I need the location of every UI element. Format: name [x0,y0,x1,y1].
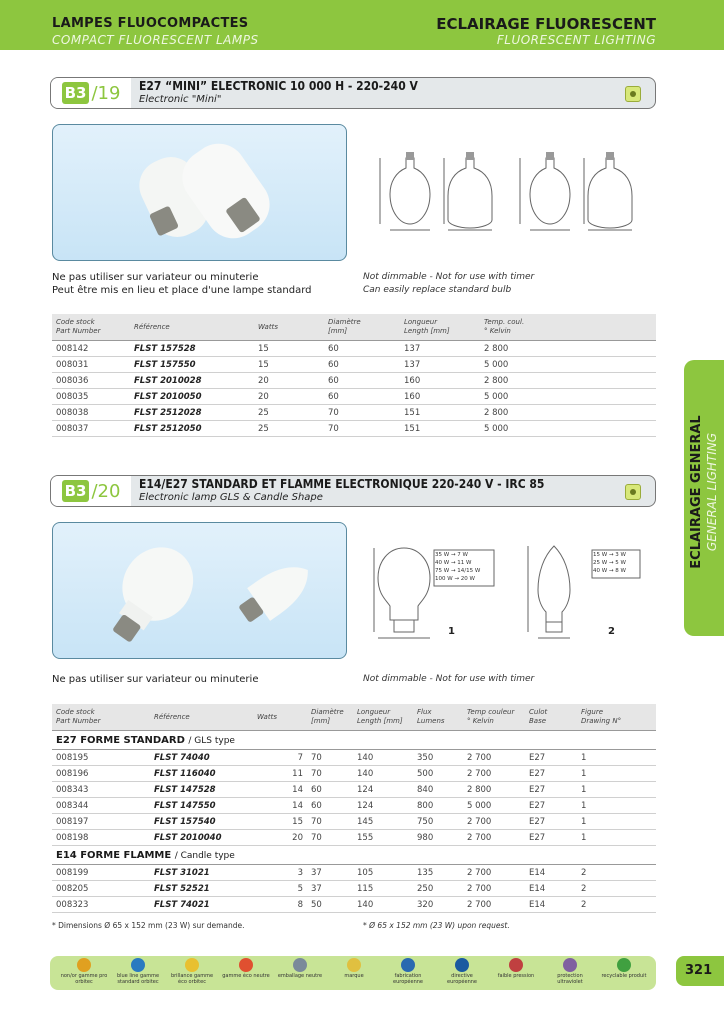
header-right-title: ECLAIRAGE FLUORESCENT [436,15,656,33]
table-cell: 2 700 [463,865,525,881]
table-cell: 60 [307,798,353,814]
table-row [52,357,656,373]
legend-bar [50,956,656,990]
group-title: E14 FORME FLAMME / Candle type [52,846,656,865]
section1-bar [50,77,656,109]
table-cell: FLST 2010028 [130,373,254,389]
section2-title: E14/E27 STANDARD ET FLAMME ELECTRONIQUE 220-240 V - IRC 85 [139,477,545,491]
legend-label: marque [344,973,364,979]
column-header: Watts [253,704,307,731]
table-cell: 008205 [52,881,150,897]
table-cell: 008196 [52,766,150,782]
table-cell: 60 [324,357,400,373]
legend-label: blue line gamme standard orbitec [116,973,160,985]
table-cell: FLST 116040 [150,766,253,782]
table-cell: 1 [577,798,656,814]
legend-label: non/or gamme pro orbitec [60,973,108,985]
legend-label: emballage neutre [277,973,323,979]
energy-label-icon [625,86,641,102]
table-group-row [52,731,656,750]
table-cell: 2 800 [480,373,656,389]
table-group-row [52,846,656,865]
table-row [52,421,656,437]
table-cell: 25 [254,405,324,421]
table-cell: 20 [254,389,324,405]
column-header: Diamètre [mm] [324,314,400,341]
equivalence-line: 35 W → 7 W [435,552,468,558]
table-cell: 37 [307,865,353,881]
table-cell: E14 [525,865,577,881]
equivalence-line: 25 W → 5 W [593,560,626,566]
legend-item [598,958,650,979]
mini-lamps-illustration [53,125,346,260]
table-cell: FLST 157540 [150,814,253,830]
table-cell: 008038 [52,405,130,421]
section2-product-photo [52,522,347,659]
table-cell: 2 800 [480,405,656,421]
table-cell: 20 [254,373,324,389]
table-cell: 008037 [52,421,130,437]
table-cell: 15 [254,357,324,373]
table-cell: 5 000 [480,357,656,373]
column-header: Code stock Part Number [52,704,150,731]
legend-symbol-icon [131,958,145,972]
table-cell: 008197 [52,814,150,830]
legend-item [166,958,218,985]
legend-symbol-icon [347,958,361,972]
page-number: 321 [685,963,713,978]
column-header: Figure Drawing N° [577,704,656,731]
table-cell: 1 [577,782,656,798]
section2-note-fr: Ne pas utiliser sur variateur ou minuterie [52,674,259,685]
table-row [52,798,656,814]
column-header: Culot Base [525,704,577,731]
table-cell: 5 000 [463,798,525,814]
table-cell: 15 [253,814,307,830]
table-cell: 008195 [52,750,150,766]
legend-label: recyclable produit [601,973,647,979]
section1-subtitle: Electronic "Mini" [139,94,222,105]
section2-bar [50,475,656,507]
table-cell: 70 [307,766,353,782]
table-cell: 60 [324,373,400,389]
legend-symbol-icon [293,958,307,972]
legend-item [490,958,542,979]
table-cell: 250 [413,881,463,897]
legend-symbol-icon [455,958,469,972]
gls-drawing-outline [378,548,430,620]
table-cell: 3 [253,865,307,881]
table-cell: 800 [413,798,463,814]
table-cell: 2 800 [463,782,525,798]
header-left-title: LAMPES FLUOCOMPACTES [52,16,249,31]
section2-subtitle: Electronic lamp GLS & Candle Shape [139,492,323,503]
table-cell: 160 [400,373,480,389]
table-cell: 70 [307,750,353,766]
table-cell: 124 [353,782,413,798]
table-cell: 70 [307,814,353,830]
table-cell: 160 [400,389,480,405]
table-cell: E27 [525,830,577,846]
section1-dimension-drawings [368,138,658,238]
section1-table [52,314,656,437]
table-cell: 25 [254,421,324,437]
legend-symbol-icon [509,958,523,972]
legend-symbol-icon [77,958,91,972]
footnote-fr: * Dimensions Ø 65 x 152 mm (23 W) sur demande. [52,921,245,930]
section2-note-en: Not dimmable - Not for use with timer [363,674,535,684]
column-header: Longueur Length [mm] [353,704,413,731]
table-cell: E27 [525,814,577,830]
table-row [52,782,656,798]
table-row [52,766,656,782]
legend-symbol-icon [401,958,415,972]
equivalence-line: 40 W → 11 W [435,560,472,566]
table-cell: 320 [413,897,463,913]
legend-label: gamme éco neutre [222,973,270,979]
table-header-row [52,704,656,731]
table-cell: 1 [577,750,656,766]
table-cell: 2 700 [463,897,525,913]
table-cell: 145 [353,814,413,830]
candle-drawing-outline [538,546,570,622]
table-cell: 2 700 [463,830,525,846]
table-cell: 140 [353,766,413,782]
header-right-subtitle: FLUORESCENT LIGHTING [496,33,656,47]
table-cell: 11 [253,766,307,782]
column-header: Référence [130,314,254,341]
legend-item [382,958,434,985]
section2-table [52,704,656,913]
legend-item [328,958,380,979]
legend-symbol-icon [239,958,253,972]
table-row [52,830,656,846]
table-cell: 60 [307,782,353,798]
section2-equivalence-box-2 [593,551,641,575]
table-row [52,897,656,913]
table-cell: 8 [253,897,307,913]
side-tab [684,360,724,636]
table-cell: 105 [353,865,413,881]
column-header: Longueur Length [mm] [400,314,480,341]
equivalence-line: 40 W → 8 W [593,568,626,574]
section1-product-photo [52,124,347,261]
legend-symbol-icon [617,958,631,972]
table-cell: FLST 2010040 [150,830,253,846]
table-cell: 1 [577,766,656,782]
table-cell: 750 [413,814,463,830]
column-header: Watts [254,314,324,341]
table-header-row [52,314,656,341]
legend-item [436,958,488,985]
table-cell: 008142 [52,341,130,357]
table-row [52,814,656,830]
table-cell: E14 [525,897,577,913]
table-cell: 008343 [52,782,150,798]
table-cell: 50 [307,897,353,913]
table-cell: FLST 2512028 [130,405,254,421]
table-cell: E27 [525,782,577,798]
section1-note-fr: Ne pas utiliser sur variateur ou minuterie Peut être mis en lieu et place d'une lampe standard [52,272,312,296]
table-cell: 008344 [52,798,150,814]
table-cell: 151 [400,405,480,421]
table-cell: E27 [525,750,577,766]
table-cell: E27 [525,766,577,782]
table-cell: 1 [577,830,656,846]
section2-code: B3 /20 [51,476,131,506]
table-row [52,881,656,897]
legend-label: brillance gamme éco orbitec [170,973,214,985]
table-cell: 2 700 [463,750,525,766]
side-tab-title: ECLAIRAGE GENERAL [689,415,704,569]
table-cell: 2 700 [463,766,525,782]
table-cell: 008035 [52,389,130,405]
legend-label: directive européenne [447,973,477,985]
table-cell: 115 [353,881,413,897]
table-cell: 14 [253,798,307,814]
table-cell: FLST 157550 [130,357,254,373]
gls-outline-1 [390,158,430,224]
legend-item [112,958,164,985]
section1-code: B3 /19 [51,78,131,108]
legend-label: faible pression [497,973,535,979]
table-cell: 500 [413,766,463,782]
section1-note-en: Not dimmable - Not for use with timer Can easily replace standard bulb [363,272,535,295]
table-cell: 155 [353,830,413,846]
energy-label-icon [625,484,641,500]
table-cell: FLST 74040 [150,750,253,766]
mini-outline-1 [448,158,492,228]
table-cell: 14 [253,782,307,798]
table-cell: 15 [254,341,324,357]
table-cell: 70 [324,421,400,437]
table-row [52,389,656,405]
table-cell: 137 [400,341,480,357]
table-cell: 840 [413,782,463,798]
table-cell: FLST 31021 [150,865,253,881]
table-cell: FLST 52521 [150,881,253,897]
table-row [52,405,656,421]
equivalence-line: 75 W → 14/15 W [435,568,481,574]
table-cell: 151 [400,421,480,437]
table-cell: 008199 [52,865,150,881]
table-cell: 70 [307,830,353,846]
table-cell: 008323 [52,897,150,913]
table-cell: 2 700 [463,881,525,897]
table-cell: 5 [253,881,307,897]
column-header: Diamètre [mm] [307,704,353,731]
table-cell: 135 [413,865,463,881]
legend-label: protection ultraviolet [557,973,583,985]
mini-outline-2 [588,158,632,228]
drawing-label-1: 1 [448,626,455,637]
table-cell: 70 [324,405,400,421]
table-row [52,750,656,766]
table-cell: 5 000 [480,389,656,405]
table-cell: FLST 2010050 [130,389,254,405]
table-cell: FLST 157528 [130,341,254,357]
table-cell: FLST 2512050 [130,421,254,437]
legend-item [274,958,326,979]
table-row [52,341,656,357]
section1-title: E27 “MINI” ELECTRONIC 10 000 H - 220-240 V [139,79,418,93]
table-cell: 140 [353,750,413,766]
legend-item [544,958,596,985]
legend-item [58,958,110,985]
legend-symbol-icon [563,958,577,972]
column-header: Temp. coul. ° Kelvin [480,314,656,341]
legend-item [220,958,272,979]
equivalence-line: 100 W → 20 W [435,576,475,582]
gls-outline-2 [530,158,570,224]
table-cell: FLST 147550 [150,798,253,814]
table-cell: 60 [324,389,400,405]
table-cell: 2 [577,897,656,913]
table-cell: 2 800 [480,341,656,357]
table-cell: 5 000 [480,421,656,437]
column-header: Flux Lumens [413,704,463,731]
table-cell: 60 [324,341,400,357]
table-cell: 2 700 [463,814,525,830]
table-cell: 008198 [52,830,150,846]
table-cell: 1 [577,814,656,830]
table-cell: E14 [525,881,577,897]
page-number-tab [676,956,724,986]
table-cell: 137 [400,357,480,373]
candle-lamp-icon [232,554,319,632]
legend-symbol-icon [185,958,199,972]
equivalence-line: 15 W → 3 W [593,552,626,558]
column-header: Code stock Part Number [52,314,130,341]
table-cell: 008036 [52,373,130,389]
header-left-subtitle: COMPACT FLUORESCENT LAMPS [52,33,259,47]
footnote-en: * Ø 65 x 152 mm (23 W) upon request. [363,921,510,930]
table-row [52,373,656,389]
table-cell: E27 [525,798,577,814]
table-cell: 350 [413,750,463,766]
gls-candle-lamps-illustration [53,523,346,658]
table-cell: FLST 147528 [150,782,253,798]
table-cell: FLST 74021 [150,897,253,913]
table-cell: 008031 [52,357,130,373]
gls-lamp-icon [93,533,207,656]
table-cell: 37 [307,881,353,897]
table-cell: 980 [413,830,463,846]
side-tab-subtitle: GENERAL LIGHTING [705,432,719,552]
table-cell: 2 [577,881,656,897]
table-row [52,865,656,881]
table-cell: 140 [353,897,413,913]
table-cell: 7 [253,750,307,766]
column-header: Temp couleur ° Kelvin [463,704,525,731]
legend-label: fabrication européenne [393,973,423,985]
drawing-label-2: 2 [608,626,615,637]
table-cell: 20 [253,830,307,846]
section2-equivalence-box-1 [435,551,495,583]
table-cell: 124 [353,798,413,814]
table-cell: 2 [577,865,656,881]
group-title: E27 FORME STANDARD / GLS type [52,731,656,750]
column-header: Référence [150,704,253,731]
